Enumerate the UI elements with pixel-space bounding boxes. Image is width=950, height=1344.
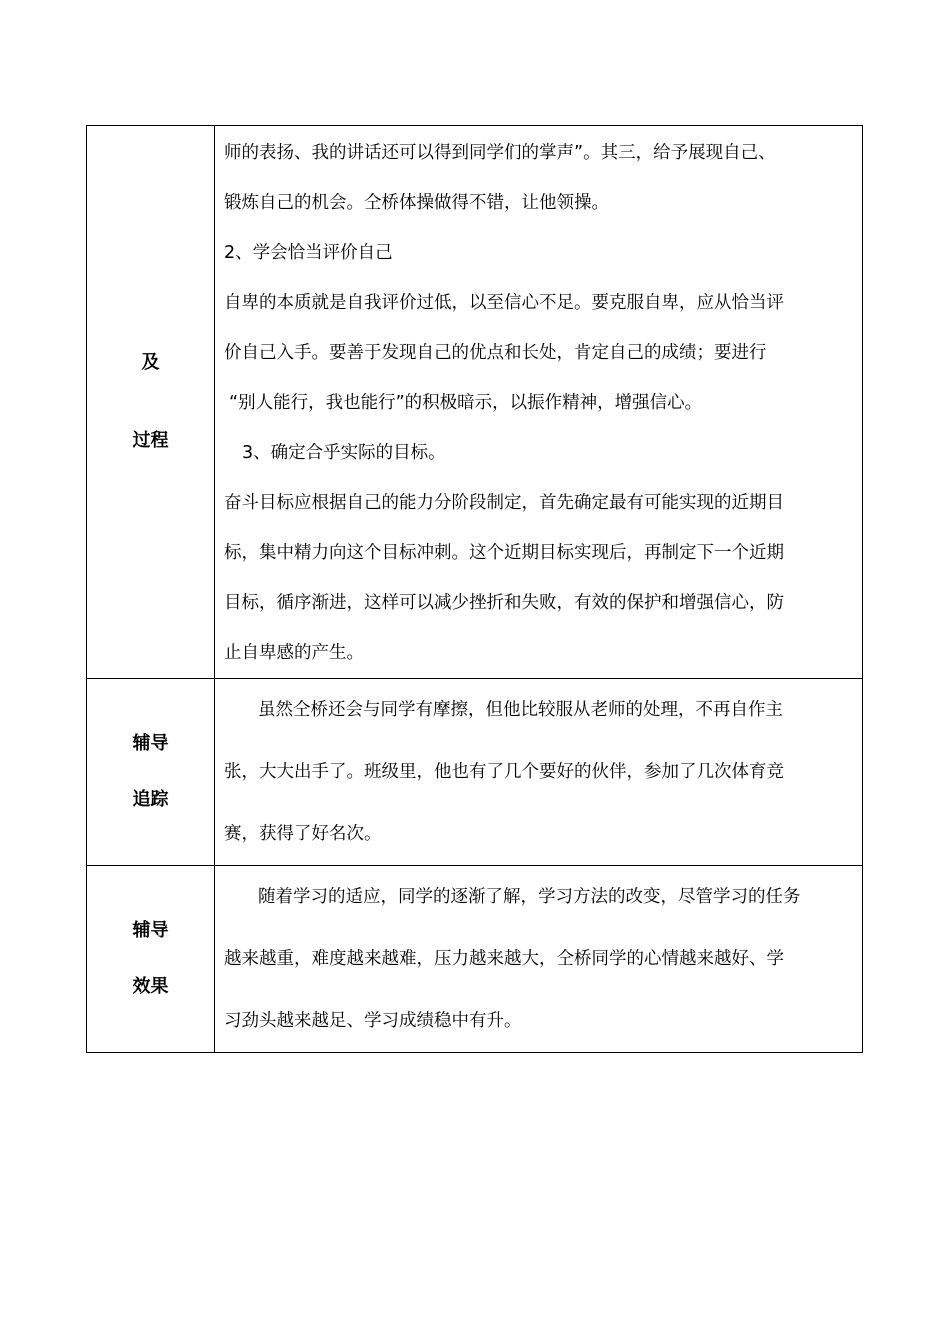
row-label-effect [87, 866, 215, 1053]
section-heading: 2、学会恰当评价自己 [224, 243, 393, 263]
table-row-effect [87, 866, 863, 1053]
row-label-process [87, 126, 215, 679]
section-heading: 3、确定合乎实际的目标。 [242, 443, 446, 463]
row-label-line: 及 [141, 352, 160, 373]
paragraph-line: 习劲头越来越足、学习成绩稳中有升。 [224, 1011, 522, 1031]
paragraph-line: 价自己入手。要善于发现自己的优点和长处，肯定自己的成绩；要进行 [224, 343, 767, 363]
paragraph-line: 自卑的本质就是自我评价过低，以至信心不足。要克服自卑，应从恰当评 [224, 293, 784, 313]
row-label-line: 辅导 [132, 920, 169, 941]
paragraph-line: 张，大大出手了。班级里，他也有了几个要好的伙伴，参加了几次体育竞 [224, 762, 784, 782]
row-label-line: 效果 [132, 976, 169, 997]
row-content-follow-up [215, 679, 863, 866]
row-content-effect [215, 866, 863, 1053]
row-label-follow-up [87, 679, 215, 866]
table-row-process [87, 126, 863, 679]
paragraph-line: “别人能行，我也能行”的积极暗示，以振作精神，增强信心。 [229, 393, 703, 413]
paragraph-line: 奋斗目标应根据自己的能力分阶段制定，首先确定最有可能实现的近期目 [224, 493, 784, 513]
paragraph-line: 赛，获得了好名次。 [224, 824, 382, 844]
row-label-line: 过程 [132, 430, 169, 451]
paragraph-line: 师的表扬、我的讲话还可以得到同学们的掌声”。其三，给予展现自己、 [224, 143, 776, 163]
paragraph-line: 随着学习的适应，同学的逐渐了解，学习方法的改变，尽管学习的任务 [258, 887, 801, 907]
row-content-process [215, 126, 863, 679]
paragraph-line: 目标，循序渐进，这样可以减少挫折和失败，有效的保护和增强信心，防 [224, 593, 784, 613]
paragraph-line: 虽然仝桥还会与同学有摩擦，但他比较服从老师的处理，不再自作主 [258, 700, 783, 720]
table-row-follow-up [87, 679, 863, 866]
counseling-record-table [86, 125, 863, 1053]
paragraph-line: 止自卑感的产生。 [224, 643, 364, 663]
row-label-line: 追踪 [132, 789, 169, 810]
paragraph-line: 标，集中精力向这个目标冲刺。这个近期目标实现后，再制定下一个近期 [224, 543, 784, 563]
row-label-line: 辅导 [132, 733, 169, 754]
paragraph-line: 锻炼自己的机会。仝桥体操做得不错，让他领操。 [224, 193, 609, 213]
paragraph-line: 越来越重，难度越来越难，压力越来越大，仝桥同学的心情越来越好、学 [224, 949, 784, 969]
